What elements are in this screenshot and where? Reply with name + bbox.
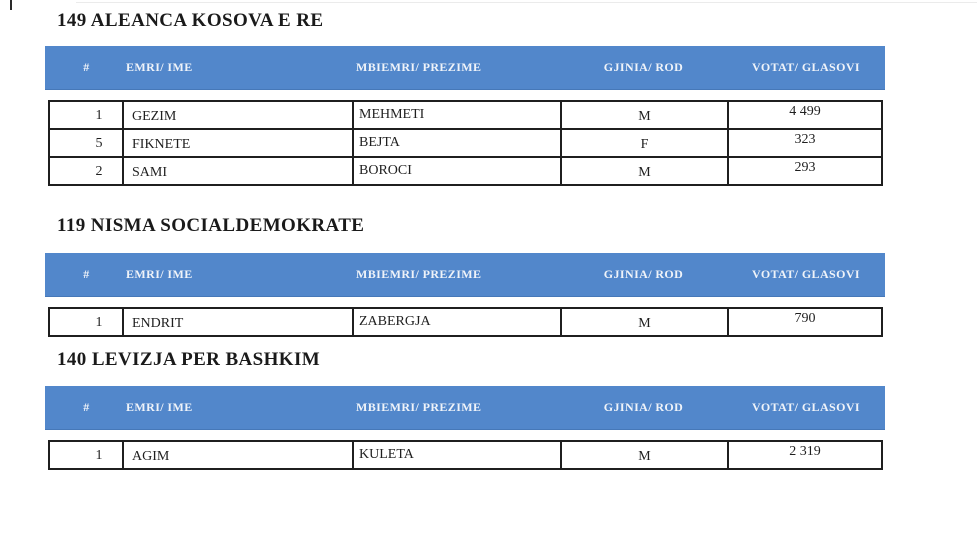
table-row: [48, 309, 883, 337]
cell-first-name: FIKNETE: [122, 130, 352, 156]
cell-last-name: BOROCI: [352, 158, 560, 184]
table-row: [48, 102, 883, 130]
section-title: 149 ALEANCA KOSOVA E RE: [57, 10, 324, 31]
cell-last-name: KULETA: [352, 442, 560, 468]
table-row: [48, 442, 883, 470]
top-rule-line: [76, 2, 977, 3]
section-title: 119 NISMA SOCIALDEMOKRATE: [57, 215, 365, 236]
table-header-row: [45, 46, 885, 90]
table-header-row: [45, 386, 885, 430]
cell-gender: M: [560, 309, 727, 335]
cell-votes: 790: [727, 309, 883, 335]
header-cell-first-name: EMRI/ IME: [126, 60, 193, 74]
header-cell-last-name: MBIEMRI/ PREZIME: [356, 267, 482, 281]
results-table: [48, 440, 883, 470]
cell-number: 1: [48, 102, 122, 128]
results-table: [48, 307, 883, 337]
header-cell-last-name: MBIEMRI/ PREZIME: [356, 60, 482, 74]
header-cell-votes: VOTAT/ GLASOVI: [752, 267, 860, 281]
cell-last-name: BEJTA: [352, 130, 560, 156]
header-cell-number: #: [83, 267, 90, 281]
header-cell-gender: GJINIA/ ROD: [603, 60, 684, 74]
cell-number: 1: [48, 309, 122, 335]
cell-number: 5: [48, 130, 122, 156]
header-cell-gender: GJINIA/ ROD: [603, 267, 684, 281]
cell-first-name: SAMI: [122, 158, 352, 184]
results-table: [48, 100, 883, 186]
cell-gender: F: [560, 130, 727, 156]
header-cell-gender: GJINIA/ ROD: [603, 400, 684, 414]
header-cell-number: #: [83, 400, 90, 414]
cell-number: 2: [48, 158, 122, 184]
cell-first-name: ENDRIT: [122, 309, 352, 335]
cell-votes: 2 319: [727, 442, 883, 468]
cell-gender: M: [560, 158, 727, 184]
table-row: [48, 158, 883, 186]
header-cell-last-name: MBIEMRI/ PREZIME: [356, 400, 482, 414]
cell-votes: 4 499: [727, 102, 883, 128]
section-title: 140 LEVIZJA PER BASHKIM: [57, 349, 321, 370]
header-cell-votes: VOTAT/ GLASOVI: [752, 60, 860, 74]
header-cell-votes: VOTAT/ GLASOVI: [752, 400, 860, 414]
cell-votes: 293: [727, 158, 883, 184]
cell-first-name: GEZIM: [122, 102, 352, 128]
header-cell-first-name: EMRI/ IME: [126, 400, 193, 414]
page-edge-artifact: [10, 0, 12, 10]
cell-last-name: ZABERGJA: [352, 309, 560, 335]
cell-votes: 323: [727, 130, 883, 156]
cell-first-name: AGIM: [122, 442, 352, 468]
header-cell-number: #: [83, 60, 90, 74]
cell-gender: M: [560, 442, 727, 468]
cell-gender: M: [560, 102, 727, 128]
header-cell-first-name: EMRI/ IME: [126, 267, 193, 281]
table-header-row: [45, 253, 885, 297]
table-row: [48, 130, 883, 158]
cell-number: 1: [48, 442, 122, 468]
cell-last-name: MEHMETI: [352, 102, 560, 128]
